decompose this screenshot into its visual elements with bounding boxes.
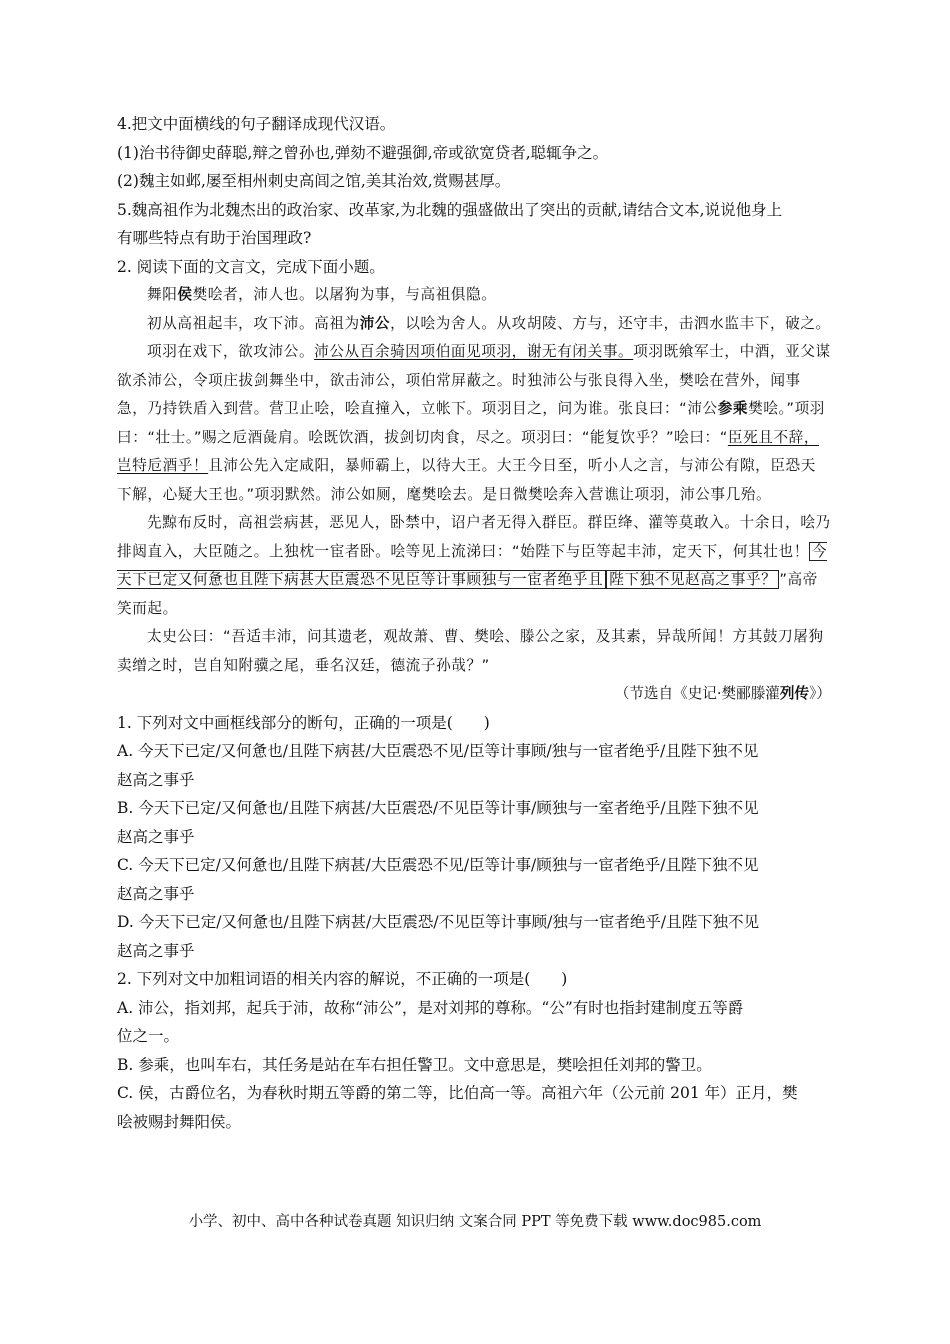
- bold-term: 参乘: [717, 400, 749, 417]
- question-4: 4.把文中面横线的句子翻译成现代汉语。: [117, 115, 396, 133]
- option-a-line-2: 赵高之事乎: [117, 770, 195, 789]
- text: ”高帝笑而起。: [117, 571, 818, 617]
- text: 舞阳: [147, 286, 178, 303]
- bold-term: 列传: [779, 685, 810, 702]
- q2-option-a-line-2: 位之一。: [117, 1027, 180, 1045]
- bold-term: 沛公: [359, 314, 391, 332]
- text: ，以哙为舍人。从攻胡陵、方与，还守丰，击泗水监丰下，破之。: [390, 314, 831, 332]
- q2-option-c-line-2: 哙被赐封舞阳侯。: [117, 1112, 242, 1131]
- question-5-line-1: 5.魏高祖作为北魏杰出的政治家、改革家,为北魏的强盛做出了突出的贡献,请结合文本,说说他身上: [117, 200, 783, 219]
- passage-paragraph-4: [117, 509, 831, 623]
- passage-paragraph-1: [117, 281, 831, 310]
- passage-paragraph-5: 太史公曰：“吾适丰沛，问其遗老，观故萧、曹、樊哙、滕公之家，及其素，异哉所闻！方其鼓刀屠狗卖缯之时，岂自知附骥之尾，垂名汉廷，德流子孙哉？”: [117, 628, 824, 674]
- question-2-stem: 2. 下列对文中加粗词语的相关内容的解说，不正确的一项是( ): [117, 970, 568, 988]
- q2-option-b: B. 参乘，也叫车右，其任务是站在车右担任警卫。文中意思是，樊哙担任刘邦的警卫。: [117, 1055, 712, 1074]
- option-a-line-1: A. 今天下已定/又何惫也/且陛下病甚/大臣震恐不见/臣等计事顾/独与一宦者绝乎/且陛下独不见: [117, 742, 759, 760]
- text: 项羽在戏下，欲攻沛公。: [147, 343, 315, 360]
- q2-option-a-line-1: A. 沛公，指刘邦，起兵于沛，故称“沛公”，是对刘邦的尊称。“公”有时也指封建制度五等爵: [117, 998, 744, 1017]
- sentence-1: (1)治书待御史薛聪,辩之曾孙也,弹劾不避强御,帝或欲宽贷者,聪辄争之。: [117, 143, 609, 162]
- text: 先黥布反时，高祖尝病甚，恶见人，卧禁中，诏户者无得入群臣。群臣绛、灌等莫敢入。十余日，哙乃排闼直入，大臣随之。上独枕一宦者卧。哙等见上流涕曰：“始陛下与臣等起丰沛，定天下，何其壮也！: [117, 514, 831, 560]
- underlined-sentence: 沛公从百余骑因项伯面见项羽，谢无有闭关事。: [314, 343, 634, 360]
- option-c-line-1: C. 今天下已定/又何惫也/且陛下病甚/大臣震恐不见/臣等计事/顾独与一宦者绝乎/且陛下独不见: [117, 856, 759, 874]
- option-d-line-2: 赵高之事乎: [117, 941, 195, 960]
- text: 》）: [809, 685, 831, 702]
- passage-paragraph-3: [117, 338, 831, 509]
- text: （节选自《史记·樊郦滕灌: [614, 685, 780, 702]
- text: 樊哙。”项羽曰：“壮士。”赐之卮酒彘肩。哙既饮酒，拔剑切肉食，尽之。项羽曰：“能复饮乎？”哙曰：“: [117, 400, 825, 446]
- option-b-line-2: 赵高之事乎: [117, 827, 195, 846]
- option-d-line-1: D. 今天下已定/又何惫也/且陛下病甚/大臣震恐/不见臣等计事顾/独与一宦者绝乎/且陛下独不见: [117, 913, 760, 931]
- boxed-sentence: 今天下已定又何惫也且陛下病甚大臣震恐不见臣等计事顾独与一宦者绝乎且: [117, 542, 828, 588]
- passage-paragraph-2: [117, 310, 831, 339]
- underlined-sentence: 臣死且不辞，岂特卮酒乎！: [117, 428, 820, 474]
- sentence-2: (2)魏主如邺,屡至相州刺史高闾之馆,美其治效,赏赐甚厚。: [117, 172, 511, 190]
- bold-term: 侯: [177, 286, 193, 303]
- page-footer: 小学、初中、高中各种试卷真题 知识归纳 文案合同 PPT 等免费下载 www.doc985.com: [188, 1214, 762, 1230]
- section-2-title: 2. 阅读下面的文言文，完成下面小题。: [117, 257, 385, 276]
- question-1-stem: 1. 下列对文中画框线部分的断句，正确的一项是( ): [117, 713, 490, 732]
- option-b-line-1: B. 今天下已定/又何惫也/且陛下病甚/大臣震恐/不见臣等计事/顾独与一室者绝乎/且陛下独不见: [117, 799, 759, 817]
- text: 且沛公先入定咸阳，暴师霸上，以待大王。大王今日至，听小人之言，与沛公有隙，臣恐天下解，心疑大王也。”项羽默然。沛公如厕，麾樊哙去。是日微樊哙奔入营谯让项羽，沛公事几殆。: [117, 457, 816, 503]
- text: 初从高祖起丰，攻下沛。高祖为: [147, 314, 360, 332]
- question-5-line-2: 有哪些特点有助于治国理政?: [117, 229, 312, 247]
- text: 樊哙者，沛人也。以屠狗为事，与高祖俱隐。: [192, 286, 497, 303]
- option-c-line-2: 赵高之事乎: [117, 884, 195, 903]
- passage-source: [117, 680, 831, 709]
- boxed-sentence: 陛下独不见赵高之事乎？: [606, 570, 779, 589]
- text: 项羽既飨军士，中酒，亚父谋欲杀沛公，令项庄拔剑舞坐中，欲击沛公，项伯常屏蔽之。时独沛公与张良得入坐，樊哙在营外，闻事急，乃持铁盾入到营。营卫止哙，哙直撞入，立帐下。项羽目之，问为谁。张良曰：“沛公: [117, 343, 831, 417]
- document-body: [117, 110, 831, 1136]
- q2-option-c-line-1: C. 侯，古爵位名，为春秋时期五等爵的第二等，比伯高一等。高祖六年（公元前 201 年）正月，樊: [117, 1084, 798, 1102]
